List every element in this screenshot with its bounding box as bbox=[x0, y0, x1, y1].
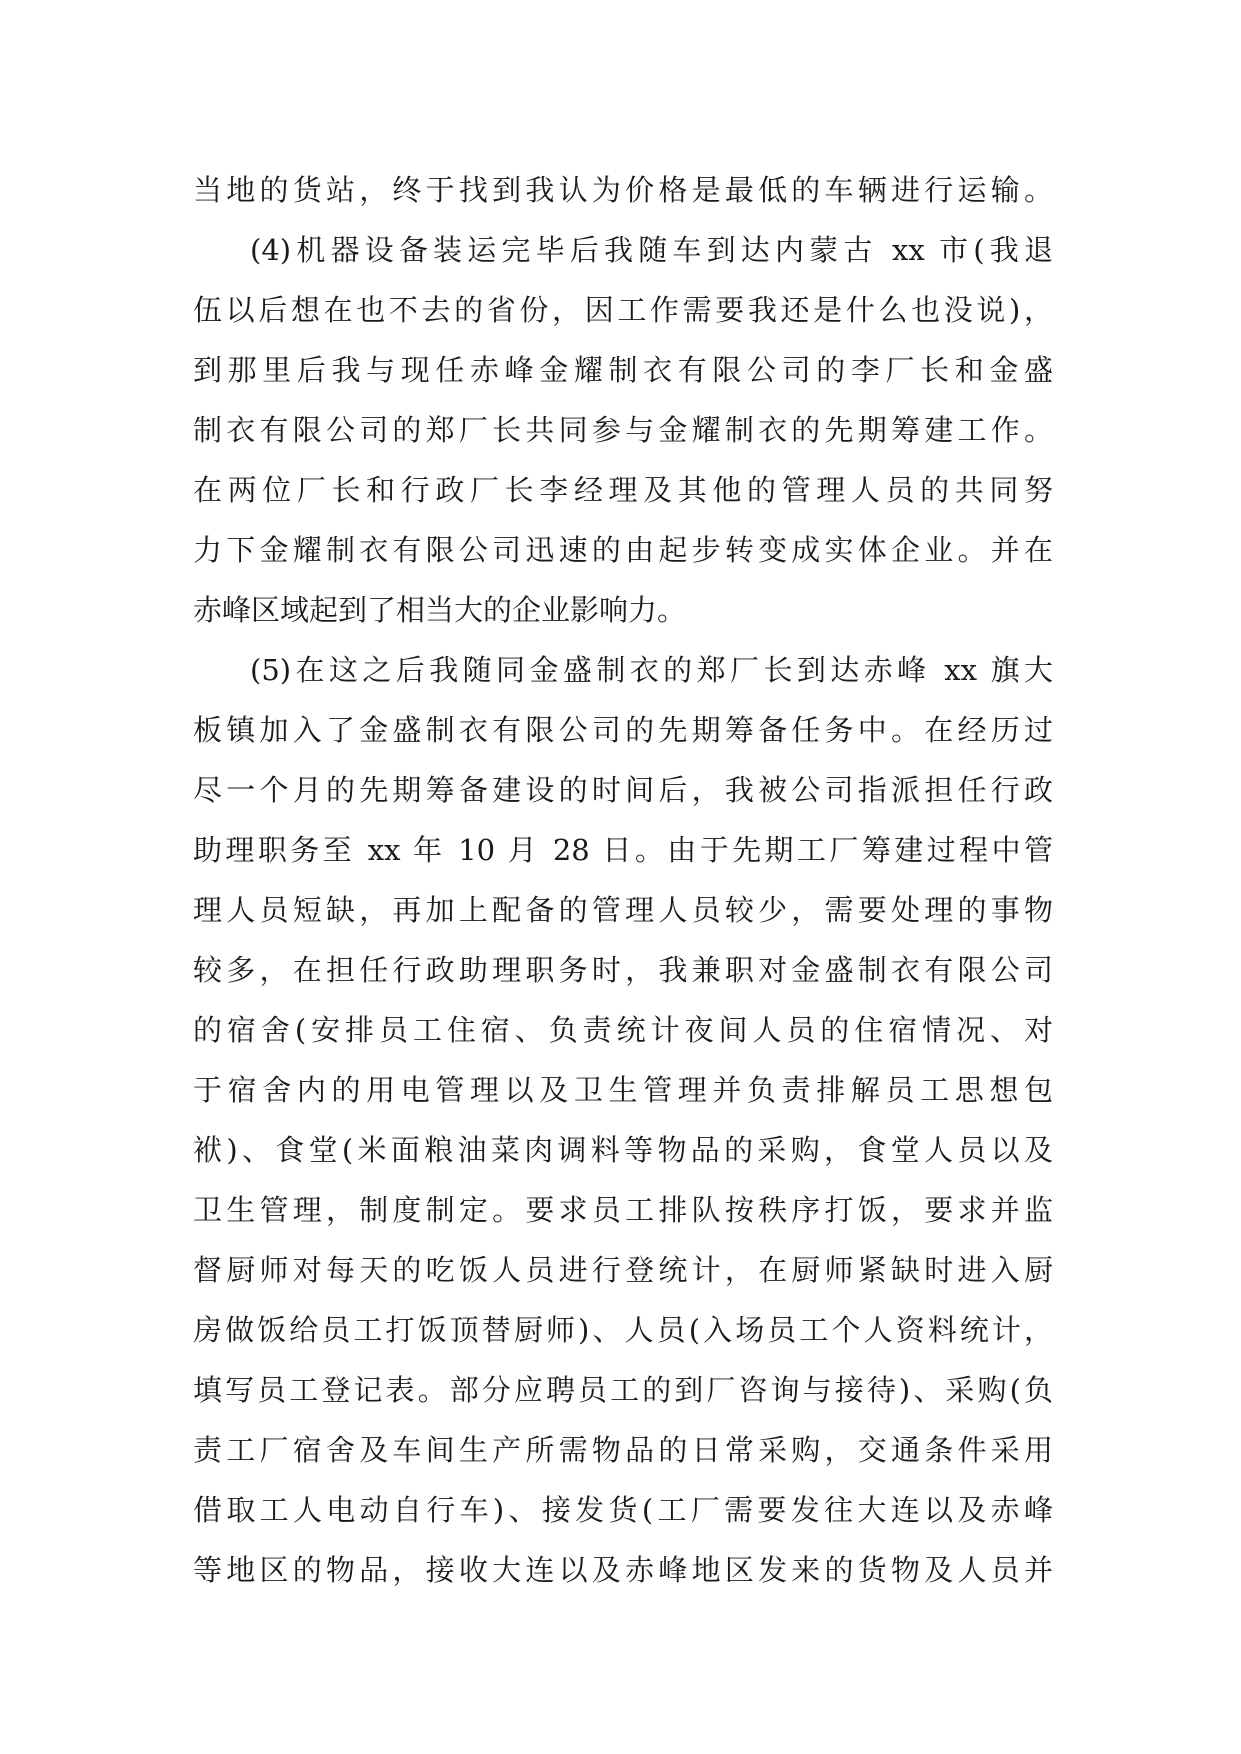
text-line: 尽一个月的先期筹备建设的时间后，我被公司指派担任行政 bbox=[193, 773, 1053, 807]
text-line: 当地的货站，终于找到我认为价格是最低的车辆进行运输。 bbox=[193, 173, 1053, 207]
text-line: 卫生管理，制度制定。要求员工排队按秩序打饭，要求并监 bbox=[193, 1193, 1053, 1227]
text-line: 在两位厂长和行政厂长李经理及其他的管理人员的共同努 bbox=[193, 473, 1053, 507]
text-line: 板镇加入了金盛制衣有限公司的先期筹备任务中。在经历过 bbox=[193, 713, 1053, 747]
text-line: 督厨师对每天的吃饭人员进行登统计，在厨师紧缺时进入厨 bbox=[193, 1253, 1053, 1287]
text-line: 袱)、食堂(米面粮油菜肉调料等物品的采购，食堂人员以及 bbox=[193, 1133, 1053, 1167]
text-line: 借取工人电动自行车)、接发货(工厂需要发往大连以及赤峰 bbox=[193, 1493, 1053, 1527]
text-line: 赤峰区域起到了相当大的企业影响力。 bbox=[193, 593, 687, 627]
text-line: 理人员短缺，再加上配备的管理人员较少，需要处理的事物 bbox=[193, 893, 1053, 927]
text-line: 较多，在担任行政助理职务时，我兼职对金盛制衣有限公司 bbox=[193, 953, 1053, 987]
text-line: 责工厂宿舍及车间生产所需物品的日常采购，交通条件采用 bbox=[193, 1433, 1053, 1467]
text-line: 到那里后我与现任赤峰金耀制衣有限公司的李厂长和金盛 bbox=[193, 353, 1053, 387]
text-line: 等地区的物品，接收大连以及赤峰地区发来的货物及人员并 bbox=[193, 1553, 1053, 1587]
text-line: 助理职务至 xx 年 10 月 28 日。由于先期工厂筹建过程中管 bbox=[193, 833, 1053, 867]
text-line: 于宿舍内的用电管理以及卫生管理并负责排解员工思想包 bbox=[193, 1073, 1053, 1107]
text-line: 伍以后想在也不去的省份，因工作需要我还是什么也没说)， bbox=[193, 293, 1053, 327]
text-line: 力下金耀制衣有限公司迅速的由起步转变成实体企业。并在 bbox=[193, 533, 1053, 567]
text-line: 房做饭给员工打饭顶替厨师)、人员(入场员工个人资料统计， bbox=[193, 1313, 1053, 1347]
text-line: 的宿舍(安排员工住宿、负责统计夜间人员的住宿情况、对 bbox=[193, 1013, 1053, 1047]
body-text bbox=[193, 160, 1053, 1600]
paragraph-5-start: (5)在这之后我随同金盛制衣的郑厂长到达赤峰 xx 旗大 bbox=[250, 653, 1053, 687]
text-line: 制衣有限公司的郑厂长共同参与金耀制衣的先期筹建工作。 bbox=[193, 413, 1053, 447]
text-line: 填写员工登记表。部分应聘员工的到厂咨询与接待)、采购(负 bbox=[193, 1373, 1053, 1407]
paragraph-4-start: (4)机器设备装运完毕后我随车到达内蒙古 xx 市(我退 bbox=[250, 233, 1053, 267]
